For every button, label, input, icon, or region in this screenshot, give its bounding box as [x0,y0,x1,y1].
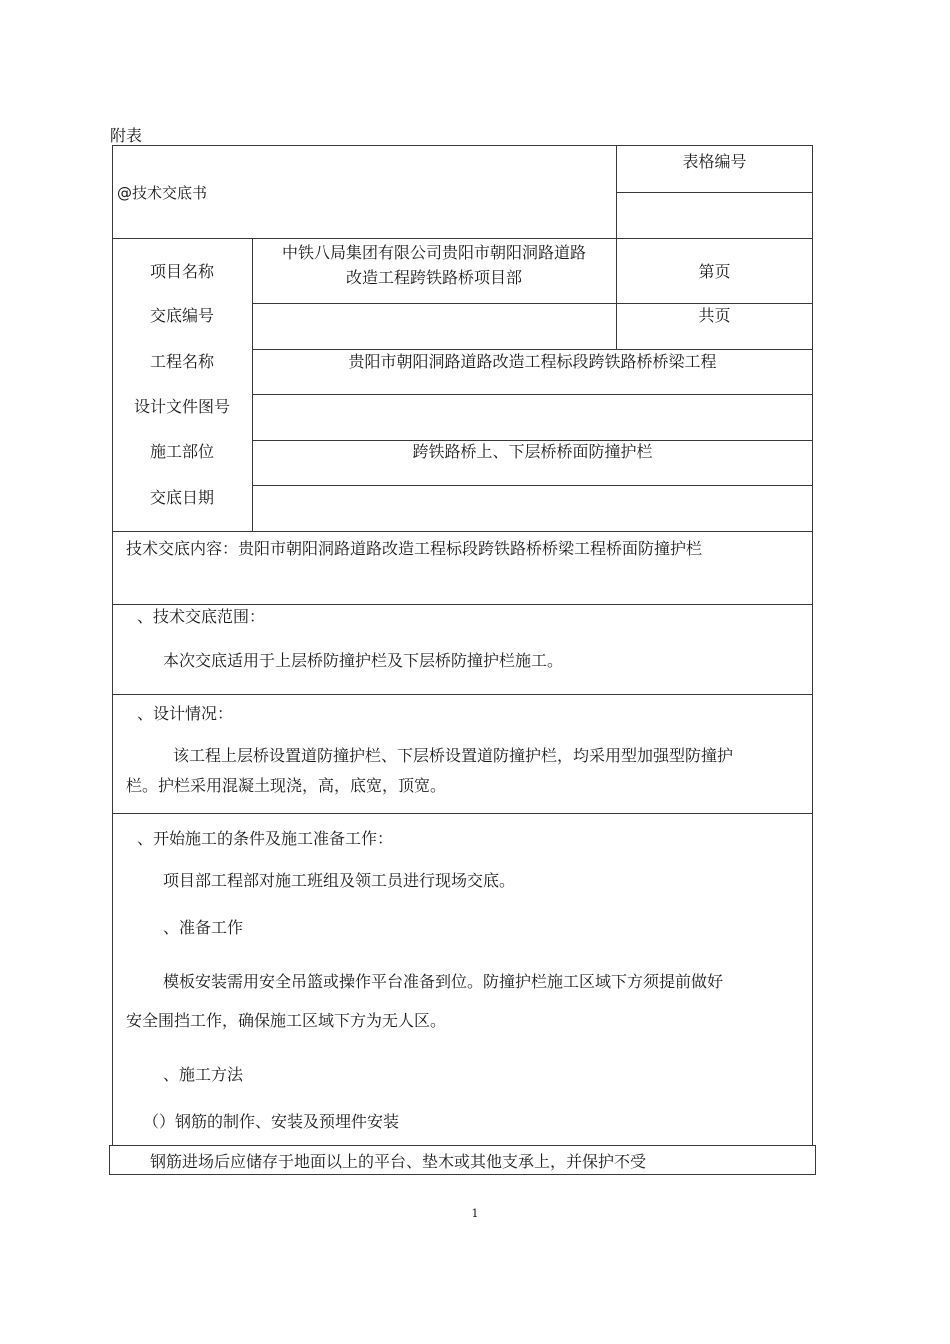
construction-part-label: 施工部位 [149,442,214,461]
content-heading: 技术交底内容：贵阳市朝阳洞路道路改造工程标段跨铁路桥桥梁工程桥面防撞护栏 [126,539,703,558]
engineering-name-value: 贵阳市朝阳洞路道路改造工程标段跨铁路桥桥梁工程 [348,352,717,371]
table-border-top [112,145,813,146]
design-text-line2: 栏。护栏采用混凝土现浇，高，底宽，顶宽。 [126,776,447,795]
conditions-heading: 、开始施工的条件及施工准备工作： [137,829,394,848]
table-border-right [812,145,813,1145]
prep-text-line1: 模板安装需用安全吊篮或操作平台准备到位。防撞护栏施工区域下方须提前做好 [163,972,724,991]
rebar-heading: （）钢筋的制作、安装及预埋件安装 [143,1112,400,1131]
row-line-6 [252,485,813,486]
row-line-1 [112,238,813,239]
date-label: 交底日期 [149,488,214,507]
scope-heading: 、技术交底范围： [137,607,266,626]
total-pages-label: 共页 [698,306,731,325]
row-line-10 [112,813,813,814]
method-heading: 、施工方法 [163,1065,244,1084]
page-label: 第页 [698,262,731,281]
engineering-name-label: 工程名称 [149,352,214,371]
rebar-text: 钢筋进场后应储存于地面以上的平台、垫木或其他支承上，并保护不受 [150,1152,647,1171]
bottom-box-top [109,1145,816,1146]
form-no-label: 表格编号 [682,152,747,171]
project-name-label: 项目名称 [149,262,214,281]
form-title: @技术交底书 [117,184,208,202]
attachment-label: 附表 [110,126,143,145]
design-text-line1: 该工程上层桥设置道防撞护栏、下层桥设置道防撞护栏，均采用型加强型防撞护 [173,746,734,765]
design-heading: 、设计情况： [137,704,234,723]
construction-part-value: 跨铁路桥上、下层桥桥面防撞护栏 [412,442,653,461]
bottom-box-bottom [109,1174,816,1175]
row-line-formno [616,192,813,193]
project-name-line2: 改造工程跨铁路桥项目部 [345,268,522,287]
table-border-left [112,145,113,1145]
row-line-9 [112,694,813,695]
conditions-text: 项目部工程部对施工班组及领工员进行现场交底。 [163,871,516,890]
prep-text-line2: 安全围挡工作，确保施工区域下方为无人区。 [126,1011,447,1030]
row-line-7 [112,531,813,532]
page-number: 1 [471,1207,479,1220]
row-line-2 [252,303,813,304]
row-line-4 [252,394,813,395]
row-line-3 [252,349,813,350]
disclosure-no-label: 交底编号 [149,306,214,325]
project-name-line1: 中铁八局集团有限公司贵阳市朝阳洞路道路 [281,243,586,262]
scope-text: 本次交底适用于上层桥防撞护栏及下层桥防撞护栏施工。 [163,651,564,670]
design-doc-label: 设计文件图号 [133,397,230,416]
bottom-box-right [815,1145,816,1175]
row-line-8 [112,604,813,605]
row-line-5 [252,440,813,441]
bottom-box-left [109,1145,110,1175]
prep-heading: 、准备工作 [163,918,244,937]
